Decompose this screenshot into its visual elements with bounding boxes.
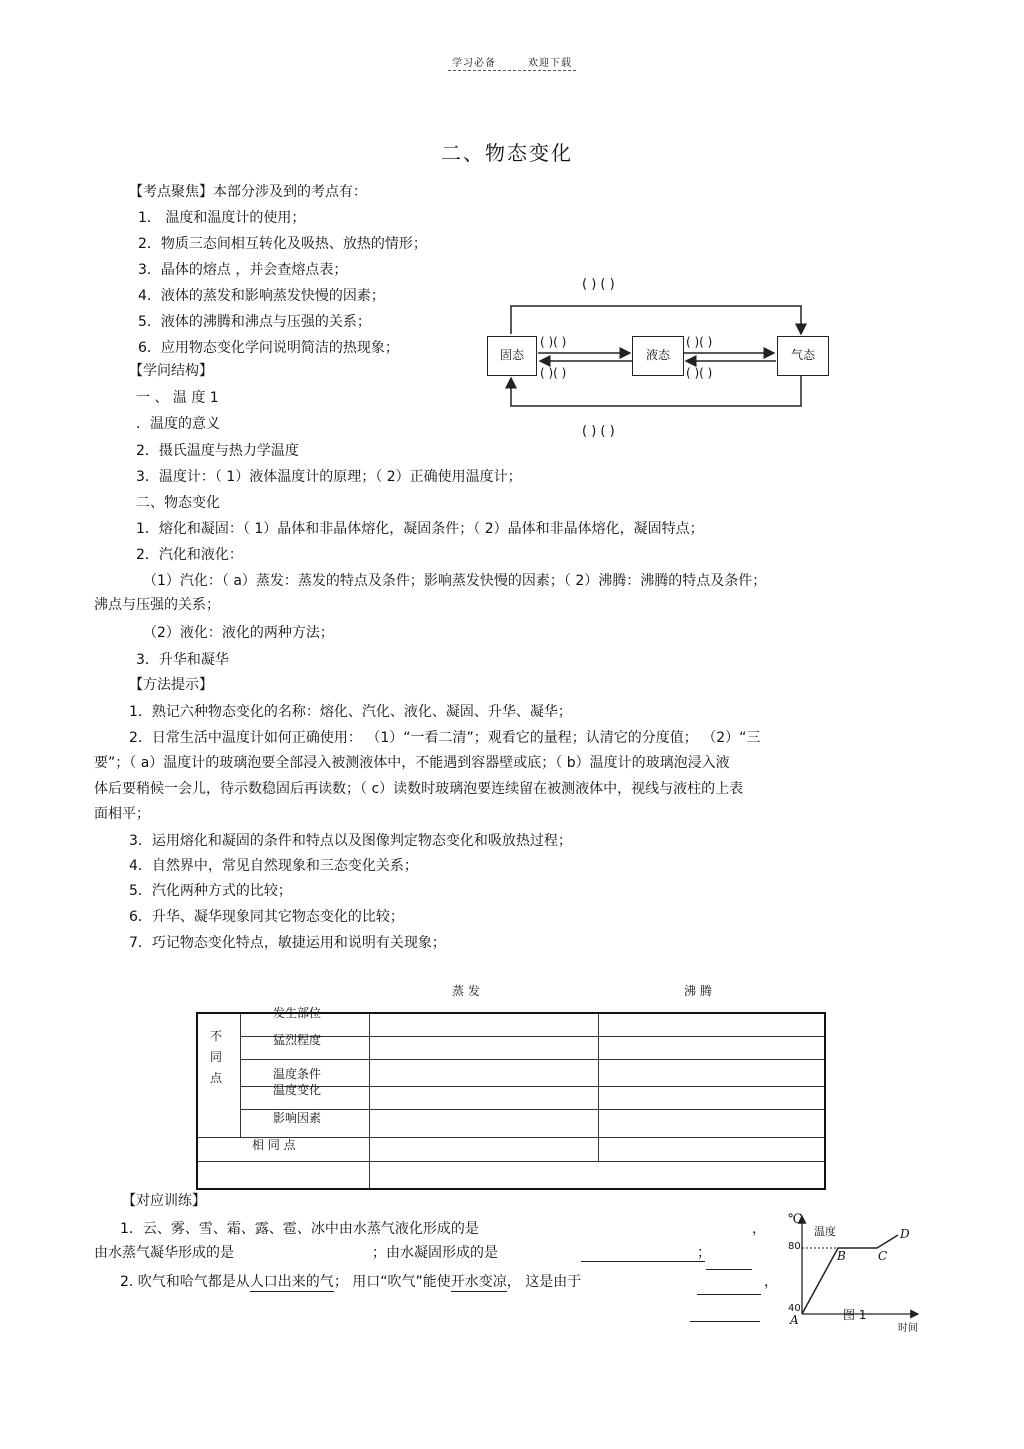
y-axis-label: 温度 — [814, 1225, 836, 1238]
page-title: 二、物态变化 — [441, 141, 573, 165]
method-line: 1．熟记六种物态变化的名称：熔化、汽化、液化、凝固、升华、凝华； — [129, 704, 572, 720]
question-2-end: ， — [764, 1274, 778, 1290]
structure-line: ．温度的意义 — [136, 416, 220, 432]
row-label-cell — [241, 1032, 370, 1059]
structure-line: 2．摄氏温度与热力学温度 — [136, 443, 299, 459]
focus-item: 5．液体的沸腾和沸点与压强的关系； — [138, 314, 371, 330]
point-label: B — [837, 1249, 846, 1263]
row-label: 温度变化 — [273, 1082, 322, 1097]
row-label: 猛烈程度 — [273, 1032, 322, 1047]
question-1-part-b: 由水蒸气凝华形成的是 — [94, 1245, 234, 1261]
diagram-blank: ( )( ) — [540, 335, 567, 349]
table-col-evaporation: 蒸 发 — [452, 984, 480, 998]
state-box-liquid: 液态 — [632, 336, 684, 376]
evaporation-cell — [370, 1109, 599, 1137]
method-line: 体后要稍候一会儿，待示数稳固后再读数；（ c）读数时玻璃泡要连续留在被测液体中，视线与液柱的上表 — [94, 781, 744, 797]
question-2-part-a: 2. 吹气和哈气都是从 — [120, 1274, 250, 1290]
state-box-solid: 固态 — [487, 336, 537, 376]
temperature-unit: ℃ — [788, 1212, 803, 1227]
state-box-gas: 气态 — [777, 336, 829, 376]
header-left: 学习必备 — [452, 58, 496, 69]
evaporation-cell — [370, 1137, 599, 1161]
method-line: 面相平； — [94, 806, 150, 822]
y-tick-label: 40 — [788, 1303, 801, 1314]
focus-item: 3．晶体的熔点 ，并会查熔点表； — [138, 262, 348, 278]
boiling-cell — [599, 1137, 826, 1161]
focus-item: 1． 温度和温度计的使用； — [138, 210, 306, 226]
group-label-char: 同 — [210, 1050, 223, 1064]
question-2-part-b: ； 用口“吹气”能使 — [333, 1274, 451, 1290]
structure-line: 2．汽化和液化： — [136, 547, 243, 563]
diagram-blank: ( )( ) — [686, 366, 713, 380]
answer-blank[interactable] — [697, 1294, 761, 1295]
group-label-cell — [197, 1013, 241, 1137]
comparison-table — [196, 1006, 826, 1190]
focus-item: 4．液体的蒸发和影响蒸发快慢的因素； — [138, 288, 385, 304]
group-label-char: 不 — [210, 1029, 223, 1043]
focus-item: 2．物质三态间相互转化及吸热、放热的情形； — [138, 236, 427, 252]
x-axis-label: 时间 — [898, 1323, 918, 1334]
point-label: D — [900, 1227, 910, 1241]
row-label: 温度条件 — [273, 1066, 322, 1081]
diagram-top-blanks: ( ) ( ) — [582, 277, 615, 292]
y-tick-label: 80 — [788, 1241, 801, 1252]
row-label-cell — [241, 1109, 370, 1137]
structure-line: 二、物态变化 — [136, 495, 220, 511]
boiling-cell — [599, 1086, 826, 1109]
question-1-comma: ， — [752, 1221, 766, 1237]
method-line: 4．自然界中，常见自然现象和三态变化关系； — [129, 858, 418, 874]
same-label-cell — [197, 1137, 370, 1161]
header-right: 欢迎下载 — [528, 58, 572, 69]
boiling-cell — [599, 1059, 826, 1086]
blank-cell — [370, 1161, 826, 1189]
method-line: 6．升华、凝华现象同其它物态变化的比较； — [129, 909, 404, 925]
diagram-bottom-blanks: ( ) ( ) — [582, 424, 615, 439]
boiling-cell — [599, 1036, 826, 1059]
evaporation-cell — [370, 1059, 599, 1086]
training-heading: 【对应训练】 — [122, 1193, 206, 1209]
curve — [802, 1235, 898, 1314]
structure-line: （1）汽化：（ a）蒸发：蒸发的特点及条件；影响蒸发快慢的因素；（ 2）沸腾：沸腾的特点及条件； — [143, 573, 767, 589]
boiling-cell — [599, 1109, 826, 1137]
focus-item: 6．应用物态变化学问说明简洁的热现象； — [138, 340, 399, 356]
group-label-char: 点 — [210, 1071, 223, 1085]
structure-line: （2）液化：液化的两种方法； — [143, 625, 334, 641]
structure-line: 一 、 温 度 1 — [136, 390, 219, 406]
method-line: 2．日常生活中温度计如何正确使用： （1）“一看二清”；观看它的量程；认清它的分度值； （2）“三 — [129, 730, 761, 746]
point-label: A — [790, 1313, 799, 1327]
method-line: 要”；（ a）温度计的玻璃泡要全部浸入被测液体中，不能遇到容器壁或底；（ b）温度计的玻璃泡浸入液 — [94, 755, 730, 771]
diagram-blank: ( )( ) — [686, 335, 713, 349]
row-label: 影响因素 — [273, 1110, 322, 1125]
question-2-underlined-2: 开水变凉 — [450, 1274, 507, 1290]
structure-line: 沸点与压强的关系； — [94, 597, 220, 613]
structure-line: 3．升华和凝华 — [136, 652, 229, 668]
row-label-cell — [241, 1082, 370, 1109]
evaporation-cell — [370, 1036, 599, 1059]
structure-line: 3．温度计：（ 1）液体温度计的原理；（ 2）正确使用温度计； — [136, 469, 522, 485]
focus-heading: 【考点聚焦】本部分涉及到的考点有： — [129, 184, 367, 200]
point-label: C — [878, 1249, 888, 1263]
question-1-end: ； — [697, 1245, 711, 1261]
row-label: 发生部位 — [273, 1006, 322, 1020]
method-heading: 【方法提示】 — [129, 677, 213, 693]
structure-heading: 【学问结构】 — [129, 363, 213, 379]
blank-cell — [197, 1161, 370, 1189]
figure-caption: 图 1 — [843, 1308, 867, 1322]
method-line: 3．运用熔化和凝固的条件和特点以及图像判定物态变化和吸放热过程； — [129, 833, 572, 849]
question-2-part-c: ， 这是由于 — [506, 1274, 582, 1290]
method-line: 7．巧记物态变化特点，敏捷运用和说明有关现象； — [129, 935, 446, 951]
answer-blank[interactable] — [690, 1321, 760, 1322]
diagram-blank: ( )( ) — [540, 366, 567, 380]
header-divider — [448, 70, 576, 71]
question-2-underlined-1: 人口出来的气 — [249, 1274, 334, 1290]
evaporation-cell — [370, 1013, 599, 1036]
question-1-part-c: ；由水凝固形成的是 — [372, 1245, 498, 1261]
method-line: 5．汽化两种方式的比较； — [129, 883, 292, 899]
question-2 — [120, 1273, 581, 1292]
same-points-label: 相 同 点 — [252, 1137, 296, 1152]
structure-line: 1．熔化和凝固：（ 1）晶体和非晶体熔化，凝固条件；（ 2）晶体和非晶体熔化，凝固特点； — [136, 521, 704, 537]
question-1-part-a: 1．云、雾、雪、霜、露、雹、冰中由水蒸气液化形成的是 — [120, 1221, 479, 1237]
evaporation-cell — [370, 1086, 599, 1109]
answer-blank[interactable] — [706, 1269, 752, 1270]
answer-blank[interactable] — [581, 1261, 705, 1262]
boiling-cell — [599, 1013, 826, 1036]
table-col-boiling: 沸 腾 — [684, 984, 712, 998]
